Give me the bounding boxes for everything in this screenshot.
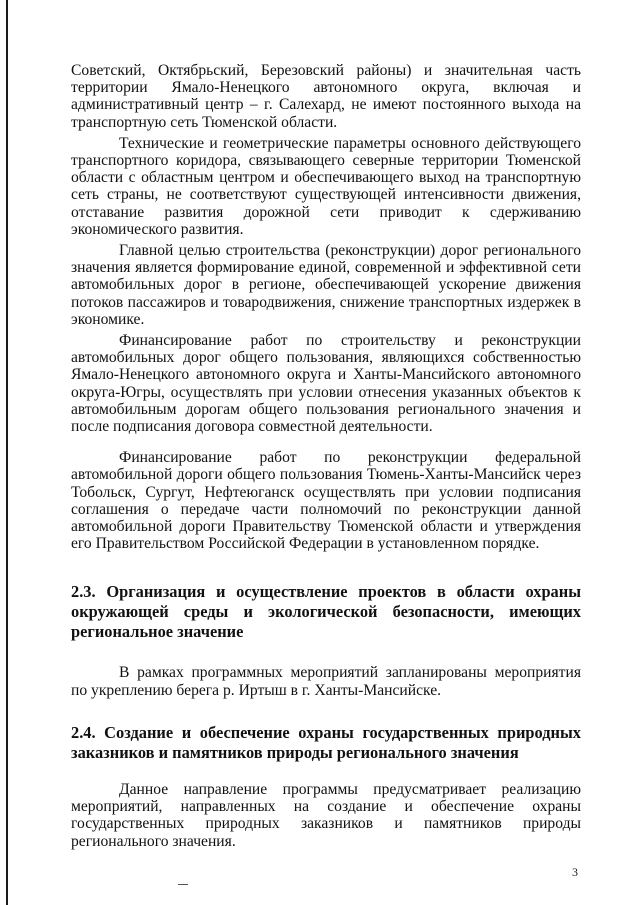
paragraph-financing-federal: Финансирование работ по реконструкции федеральной автомобильной дороги общего пользования Тюмень-Ханты-Мансийск через Тобольск, Сургут, Нефтеюганск осуществлять при условии подписания соглашения о передаче части полномочий по реконструкции данной автомобильной дороги Правительству Тюменской области и утверждения его Правительством Российской Федерации в установленном порядке.: [71, 449, 581, 553]
section-2-3-heading: 2.3. Организация и осуществление проектов в области охраны окружающей среды и экологической безопасности, имеющих региональное значение: [71, 582, 581, 642]
paragraph-districts: Советский, Октябрьский, Березовский районы) и значительная часть территории Ямало-Ненецкого автономного округа, включая и административный центр – г. Салехард, не имеют постоянного выхода на транспортную сеть Тюменской области.: [71, 62, 581, 131]
scan-edge-line: [6, 0, 8, 905]
document-body: [71, 62, 581, 850]
scan-mark: [178, 884, 188, 885]
paragraph-main-goal: Главной целью строительства (реконструкции) дорог регионального значения является формирование единой, современной и эффективной сети автомобильных дорог в регионе, обеспечивающей ускорение движения потоков пассажиров и товародвижения, снижение транспортных издержек в экономике.: [71, 242, 581, 328]
page-number: 3: [572, 865, 578, 879]
paragraph-transport-corridor: Технические и геометрические параметры основного действующего транспортного коридора, связывающего северные территории Тюменской области с областным центром и обеспечивающего выход на транспортную сеть страны, не соответствуют существующей интенсивности движения, отставание развития дорожной сети приводит к сдерживанию экономического развития.: [71, 134, 581, 238]
section-2-4-heading: 2.4. Создание и обеспечение охраны государственных природных заказников и памятников природы регионального значения: [71, 722, 581, 762]
paragraph-financing-regional: Финансирование работ по строительству и реконструкции автомобильных дорог общего пользования, являющихся собственностью Ямало-Ненецкого автономного округа и Ханты-Мансийского автономного округа-Югры, осуществлять при условии отнесения указанных объектов к автомобильным дорогам общего пользования регионального значения и после подписания договора совместной деятельности.: [71, 332, 581, 436]
section-2-3-text: В рамках программных мероприятий запланированы мероприятия по укреплению берега р. Иртыш в г. Ханты-Мансийске.: [71, 664, 581, 699]
section-2-4-text: Данное направление программы предусматривает реализацию мероприятий, направленных на создание и обеспечение охраны государственных природных заказников и памятников природы регионального значения.: [71, 780, 581, 850]
